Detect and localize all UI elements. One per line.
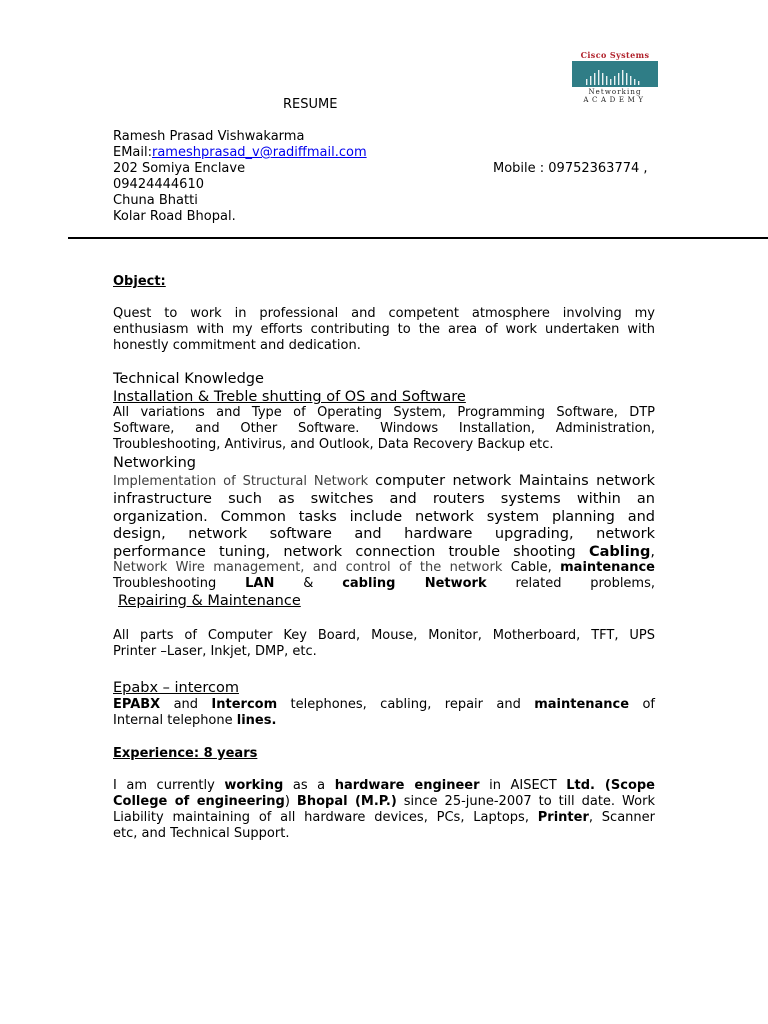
networking-line-5-cabling: Cabling bbox=[588, 544, 651, 560]
experience-line-1-e: in AISECT bbox=[479, 778, 567, 793]
networking-line-7-lan: LAN bbox=[245, 576, 275, 591]
experience-line-2-b: ) bbox=[284, 794, 297, 809]
epabx-line-1-intercom: Intercom bbox=[211, 697, 278, 712]
epabx-line-2 bbox=[113, 713, 276, 729]
experience-line-1-hardware-engineer: hardware engineer bbox=[334, 778, 480, 793]
epabx-line-2-a: Internal telephone bbox=[113, 713, 237, 728]
epabx-line-1-epabx: EPABX bbox=[113, 697, 161, 712]
experience-line-4: etc, and Technical Support. bbox=[113, 826, 290, 841]
epabx-line-2-lines: lines. bbox=[236, 713, 277, 728]
phone-number-2: 09424444610 bbox=[113, 177, 204, 192]
networking-line-6 bbox=[113, 560, 655, 576]
epabx-line-1 bbox=[113, 697, 655, 713]
networking-line-1-rest: computer network Maintains network bbox=[375, 473, 655, 489]
experience-line-1-working: working bbox=[224, 778, 284, 793]
candidate-name: Ramesh Prasad Vishwakarma bbox=[113, 129, 305, 144]
networking-line-7 bbox=[113, 576, 655, 592]
repairing-line-2: Printer –Laser, Inkjet, DMP, etc. bbox=[113, 644, 317, 659]
networking-line-7-c: & bbox=[274, 576, 343, 591]
networking-line-2: infrastructure such as switches and routers systems within an bbox=[113, 491, 655, 507]
logo-bottom-text-1: Networking bbox=[588, 88, 642, 96]
installation-line-1: All variations and Type of Operating System, Programming Software, DTP bbox=[113, 405, 655, 420]
repairing-line-1: All parts of Computer Key Board, Mouse, Monitor, Motherboard, TFT, UPS bbox=[113, 628, 655, 643]
logo-bridge-graphic bbox=[572, 61, 658, 87]
networking-line-5-c: , bbox=[650, 544, 655, 560]
epabx-line-1-mid: telephones, cabling, repair and bbox=[277, 697, 535, 712]
object-heading: Object: bbox=[113, 274, 166, 289]
networking-heading: Networking bbox=[113, 455, 196, 471]
object-line-3: honestly commitment and dedication. bbox=[113, 338, 361, 353]
object-line-2: enthusiasm with my efforts contributing to the area of work undertaken with bbox=[113, 322, 655, 337]
experience-line-1-ltd: Ltd. (Scope bbox=[566, 778, 655, 793]
technical-knowledge-heading: Technical Knowledge bbox=[113, 371, 264, 387]
networking-line-1 bbox=[113, 472, 655, 491]
networking-line-6-grey: Network Wire management, and control of the network bbox=[113, 560, 511, 575]
experience-line-1 bbox=[113, 778, 655, 794]
networking-line-5 bbox=[113, 543, 655, 561]
experience-line-2-bhopal: Bhopal (M.P.) bbox=[296, 794, 397, 809]
experience-line-2-college: College of engineering bbox=[113, 794, 285, 809]
header-divider bbox=[68, 237, 768, 239]
address-line-2: Chuna Bhatti bbox=[113, 193, 198, 208]
experience-line-1-c: as a bbox=[283, 778, 335, 793]
experience-line-3 bbox=[113, 810, 655, 826]
experience-line-2-d: since 25-june-2007 to till date. Work bbox=[396, 794, 655, 809]
email-link[interactable]: rameshprasad_v@radiffmail.com bbox=[152, 145, 367, 160]
networking-line-6-maintenance: maintenance bbox=[560, 560, 655, 575]
experience-heading: Experience: 8 years bbox=[113, 746, 258, 761]
repairing-heading: Repairing & Maintenance bbox=[118, 593, 301, 609]
installation-line-3: Troubleshooting, Antivirus, and Outlook, Data Recovery Backup etc. bbox=[113, 437, 554, 452]
epabx-line-1-of: of bbox=[629, 697, 655, 712]
epabx-line-1-maintenance: maintenance bbox=[534, 697, 630, 712]
email-line bbox=[113, 145, 367, 161]
object-line-1: Quest to work in professional and competent atmosphere involving my bbox=[113, 306, 655, 321]
experience-line-3-a: Liability maintaining of all hardware devices, PCs, Laptops, bbox=[113, 810, 538, 825]
logo-top-text: Cisco Systems bbox=[580, 50, 650, 60]
networking-line-7-cabling-network: cabling Network bbox=[342, 576, 487, 591]
resume-title: RESUME bbox=[283, 97, 338, 112]
mobile-number: Mobile : 09752363774 , bbox=[493, 161, 648, 176]
networking-line-7-e: related problems, bbox=[486, 576, 655, 591]
email-label: EMail: bbox=[113, 145, 152, 160]
installation-line-2: Software, and Other Software. Windows Installation, Administration, bbox=[113, 421, 655, 436]
networking-line-7-a: Troubleshooting bbox=[113, 576, 246, 591]
experience-line-3-printer: Printer bbox=[537, 810, 589, 825]
address-line-1: 202 Somiya Enclave bbox=[113, 161, 246, 176]
networking-line-3: organization. Common tasks include network system planning and bbox=[113, 509, 655, 525]
networking-line-6-cable: Cable, bbox=[510, 560, 561, 575]
networking-line-5-a: performance tuning, network connection trouble shooting bbox=[113, 544, 589, 560]
cisco-networking-academy-logo bbox=[572, 50, 658, 106]
experience-line-2 bbox=[113, 794, 655, 810]
epabx-heading: Epabx – intercom bbox=[113, 680, 239, 696]
networking-line-4: design, network software and hardware upgrading, network bbox=[113, 526, 655, 542]
epabx-line-1-and: and bbox=[160, 697, 212, 712]
installation-heading: Installation & Treble shutting of OS and Software bbox=[113, 389, 466, 405]
experience-line-3-c: , Scanner bbox=[588, 810, 655, 825]
address-line-3: Kolar Road Bhopal. bbox=[113, 209, 236, 224]
logo-bottom-text-2: ACADEMY bbox=[583, 96, 647, 104]
experience-line-1-a: I am currently bbox=[113, 778, 225, 793]
networking-line-1-grey: Implementation of Structural Network bbox=[113, 474, 376, 489]
bridge-icon bbox=[572, 61, 658, 87]
